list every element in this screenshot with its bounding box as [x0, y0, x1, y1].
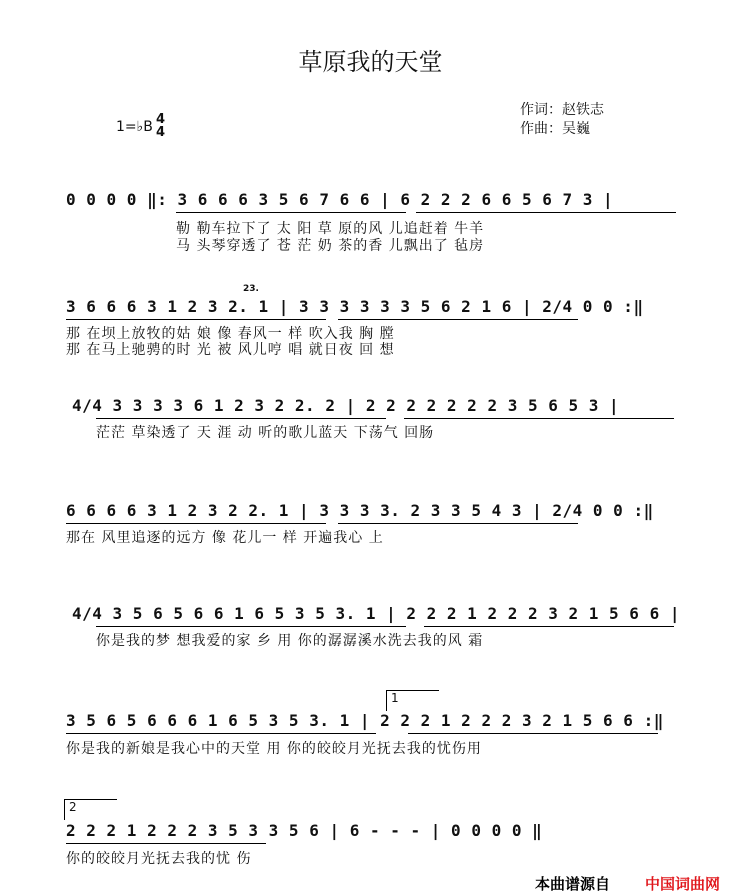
lyric-row-1b: 马 头琴穿透了 苍 茫 奶 茶的香 儿飘出了 毡房 [176, 238, 485, 254]
notation-row-2: 3 6 6 6 3 1 2 3 2. 1 | 3 3 3 3 3 3 5 6 2 1 6 | 2/4 0 0 :‖ [66, 297, 644, 316]
grace-note: 23. [243, 284, 259, 294]
lyric-row-3: 茫茫 草染透了 天 涯 动 听的歌儿蓝天 下荡气 回肠 [96, 425, 435, 441]
beam-line [416, 212, 676, 214]
lyric-row-1a: 勒 勒车拉下了 太 阳 草 原的风 儿追赶着 牛羊 [176, 221, 485, 237]
beam-line [66, 523, 326, 525]
beam-line [338, 319, 578, 321]
notation-row-7: 2 2 2 1 2 2 2 3 5 3 3 5 6 | 6 - - - | 0 0 0 0 ‖ [66, 821, 543, 840]
source-label: 本曲谱源自 [535, 875, 611, 893]
notation-row-6: 3 5 6 5 6 6 6 1 6 5 3 5 3. 1 | 2 2 2 1 2 2 2 3 2 1 5 6 6 :‖ [66, 711, 664, 730]
beam-line [404, 418, 674, 420]
volta-2: 2 [64, 799, 117, 820]
page-title: 草原我的天堂 [298, 48, 443, 76]
beam-line [176, 212, 406, 214]
beam-line [96, 418, 386, 420]
beam-line [66, 843, 266, 845]
notation-row-3: 4/4 3 3 3 3 6 1 2 3 2 2. 2 | 2 2 2 2 2 2 2 3 5 6 5 3 | [72, 396, 620, 415]
volta-1: 1 [386, 690, 439, 711]
lyric-row-2a: 那 在坝上放牧的姑 娘 像 春风一 样 吹入我 胸 膛 [66, 326, 395, 342]
site-watermark[interactable]: 中国词曲网 [645, 875, 721, 893]
beam-line [424, 626, 674, 628]
lyricist-credit: 作词：赵铁志 [520, 102, 604, 118]
beam-line [96, 626, 406, 628]
lyric-row-4: 那在 风里追逐的远方 像 花儿一 样 开遍我心 上 [66, 530, 384, 546]
lyric-row-6: 你是我的新娘是我心中的天堂 用 你的皎皎月光抚去我的忧伤用 [66, 741, 482, 757]
lyric-row-2b: 那 在马上驰骋的时 光 被 风儿哼 唱 就日夜 回 想 [66, 342, 395, 358]
beam-line [338, 523, 578, 525]
composer-credit: 作曲：吴巍 [520, 121, 590, 137]
time-signature: 4 4 [156, 112, 166, 140]
notation-row-5: 4/4 3 5 6 5 6 6 1 6 5 3 5 3. 1 | 2 2 2 1 2 2 2 3 2 1 5 6 6 | [72, 604, 680, 623]
notation-row-1: 0 0 0 0 ‖: 3 6 6 6 3 5 6 7 6 6 | 6 2 2 2 6 6 5 6 7 3 | [66, 190, 614, 209]
lyric-row-7: 你的皎皎月光抚去我的忧 伤 [66, 851, 252, 867]
beam-line [66, 733, 376, 735]
notation-row-4: 6 6 6 6 3 1 2 3 2 2. 1 | 3 3 3 3. 2 3 3 5 4 3 | 2/4 0 0 :‖ [66, 501, 654, 520]
lyric-row-5: 你是我的梦 想我爱的家 乡 用 你的潺潺溪水洗去我的风 霜 [96, 633, 484, 649]
beam-line [408, 733, 658, 735]
key-signature: 1=♭B [116, 119, 153, 135]
beam-line [66, 319, 326, 321]
